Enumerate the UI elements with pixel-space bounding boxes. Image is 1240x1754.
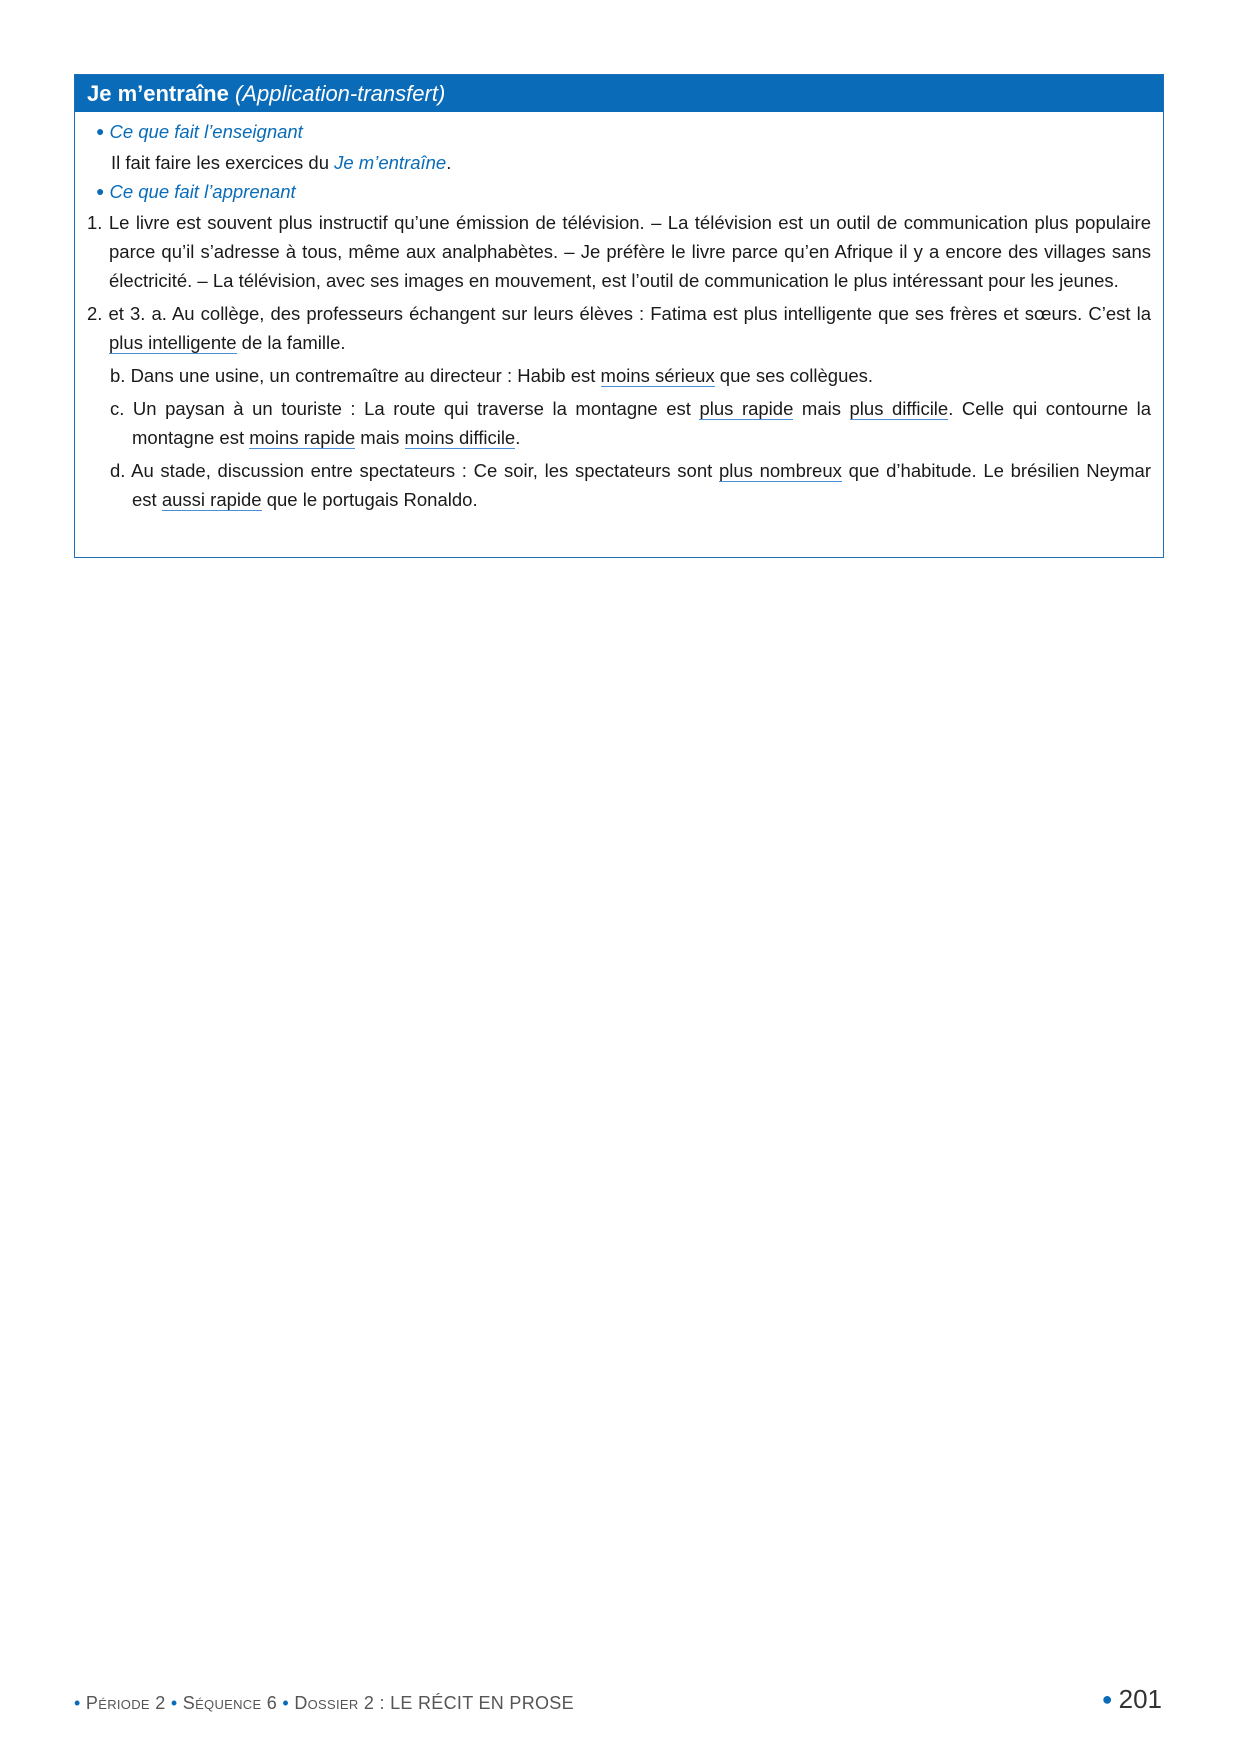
bullet-icon: ● [1101,1689,1113,1709]
answer-2d: d. Au stade, discussion entre spectateurs : Ce soir, les spectateurs sont plus nombreux que d’habitude. Le brésilien Neymar est aussi rapide que le portugais Ronaldo. [110,460,1151,510]
underlined-answer: plus difficile [849,398,949,419]
underlined-answer: plus nombreux [718,460,842,481]
exercise-reference: Je m’entraîne [334,152,447,173]
bullet-icon: ● [96,123,105,139]
underlined-answer: moins rapide [249,427,356,448]
answer-2b: b. Dans une usine, un contremaître au directeur : Habib est moins sérieux que ses collègues. [110,365,874,386]
page-number: ● 201 [1101,1684,1162,1714]
underlined-answer: moins difficile [404,427,516,448]
page-footer: • Période 2 • Séquence 6 • Dossier 2 : LE RÉCIT EN PROSE [74,1693,574,1713]
underlined-answer: plus rapide [699,398,794,419]
teacher-heading: ● Ce que fait l’enseignant [96,121,303,142]
box-header [75,75,1163,112]
box-content [75,112,1163,514]
underlined-answer: moins sérieux [600,365,715,386]
exercise-box [74,74,1164,558]
bullet-icon: ● [96,183,105,199]
underlined-answer: aussi rapide [161,489,262,510]
underlined-answer: plus intelligente [109,332,237,353]
answer-2a: 2. et 3. a. Au collège, des professeurs échangent sur leurs élèves : Fatima est plus intelligente que ses frères et sœurs. C’est la plus intelligente de la famille. [87,303,1151,353]
answer-2c: c. Un paysan à un touriste : La route qui traverse la montagne est plus rapide mais plus difficile. Celle qui contourne la montagne est moins rapide mais moins difficile. [110,398,1152,448]
learner-heading: ● Ce que fait l’apprenant [96,181,296,202]
teacher-text: Il fait faire les exercices du Je m’entraîne. [111,152,452,173]
answer-1: 1. Le livre est souvent plus instructif qu’une émission de télévision. – La télévision est un outil de communication plus populaire parce qu’il s’adresse à tous, même aux analphabètes. – Je préfère le livre parce qu’en Afrique il y a encore des villages sans électricité. – La télévision, avec ses images en mouvement, est l’outil de communication le plus intéressant pour les jeunes. [87,212,1151,291]
box-subtitle: (Application-transfert) [234,81,446,106]
box-title: Je m’entraîne [87,81,229,106]
